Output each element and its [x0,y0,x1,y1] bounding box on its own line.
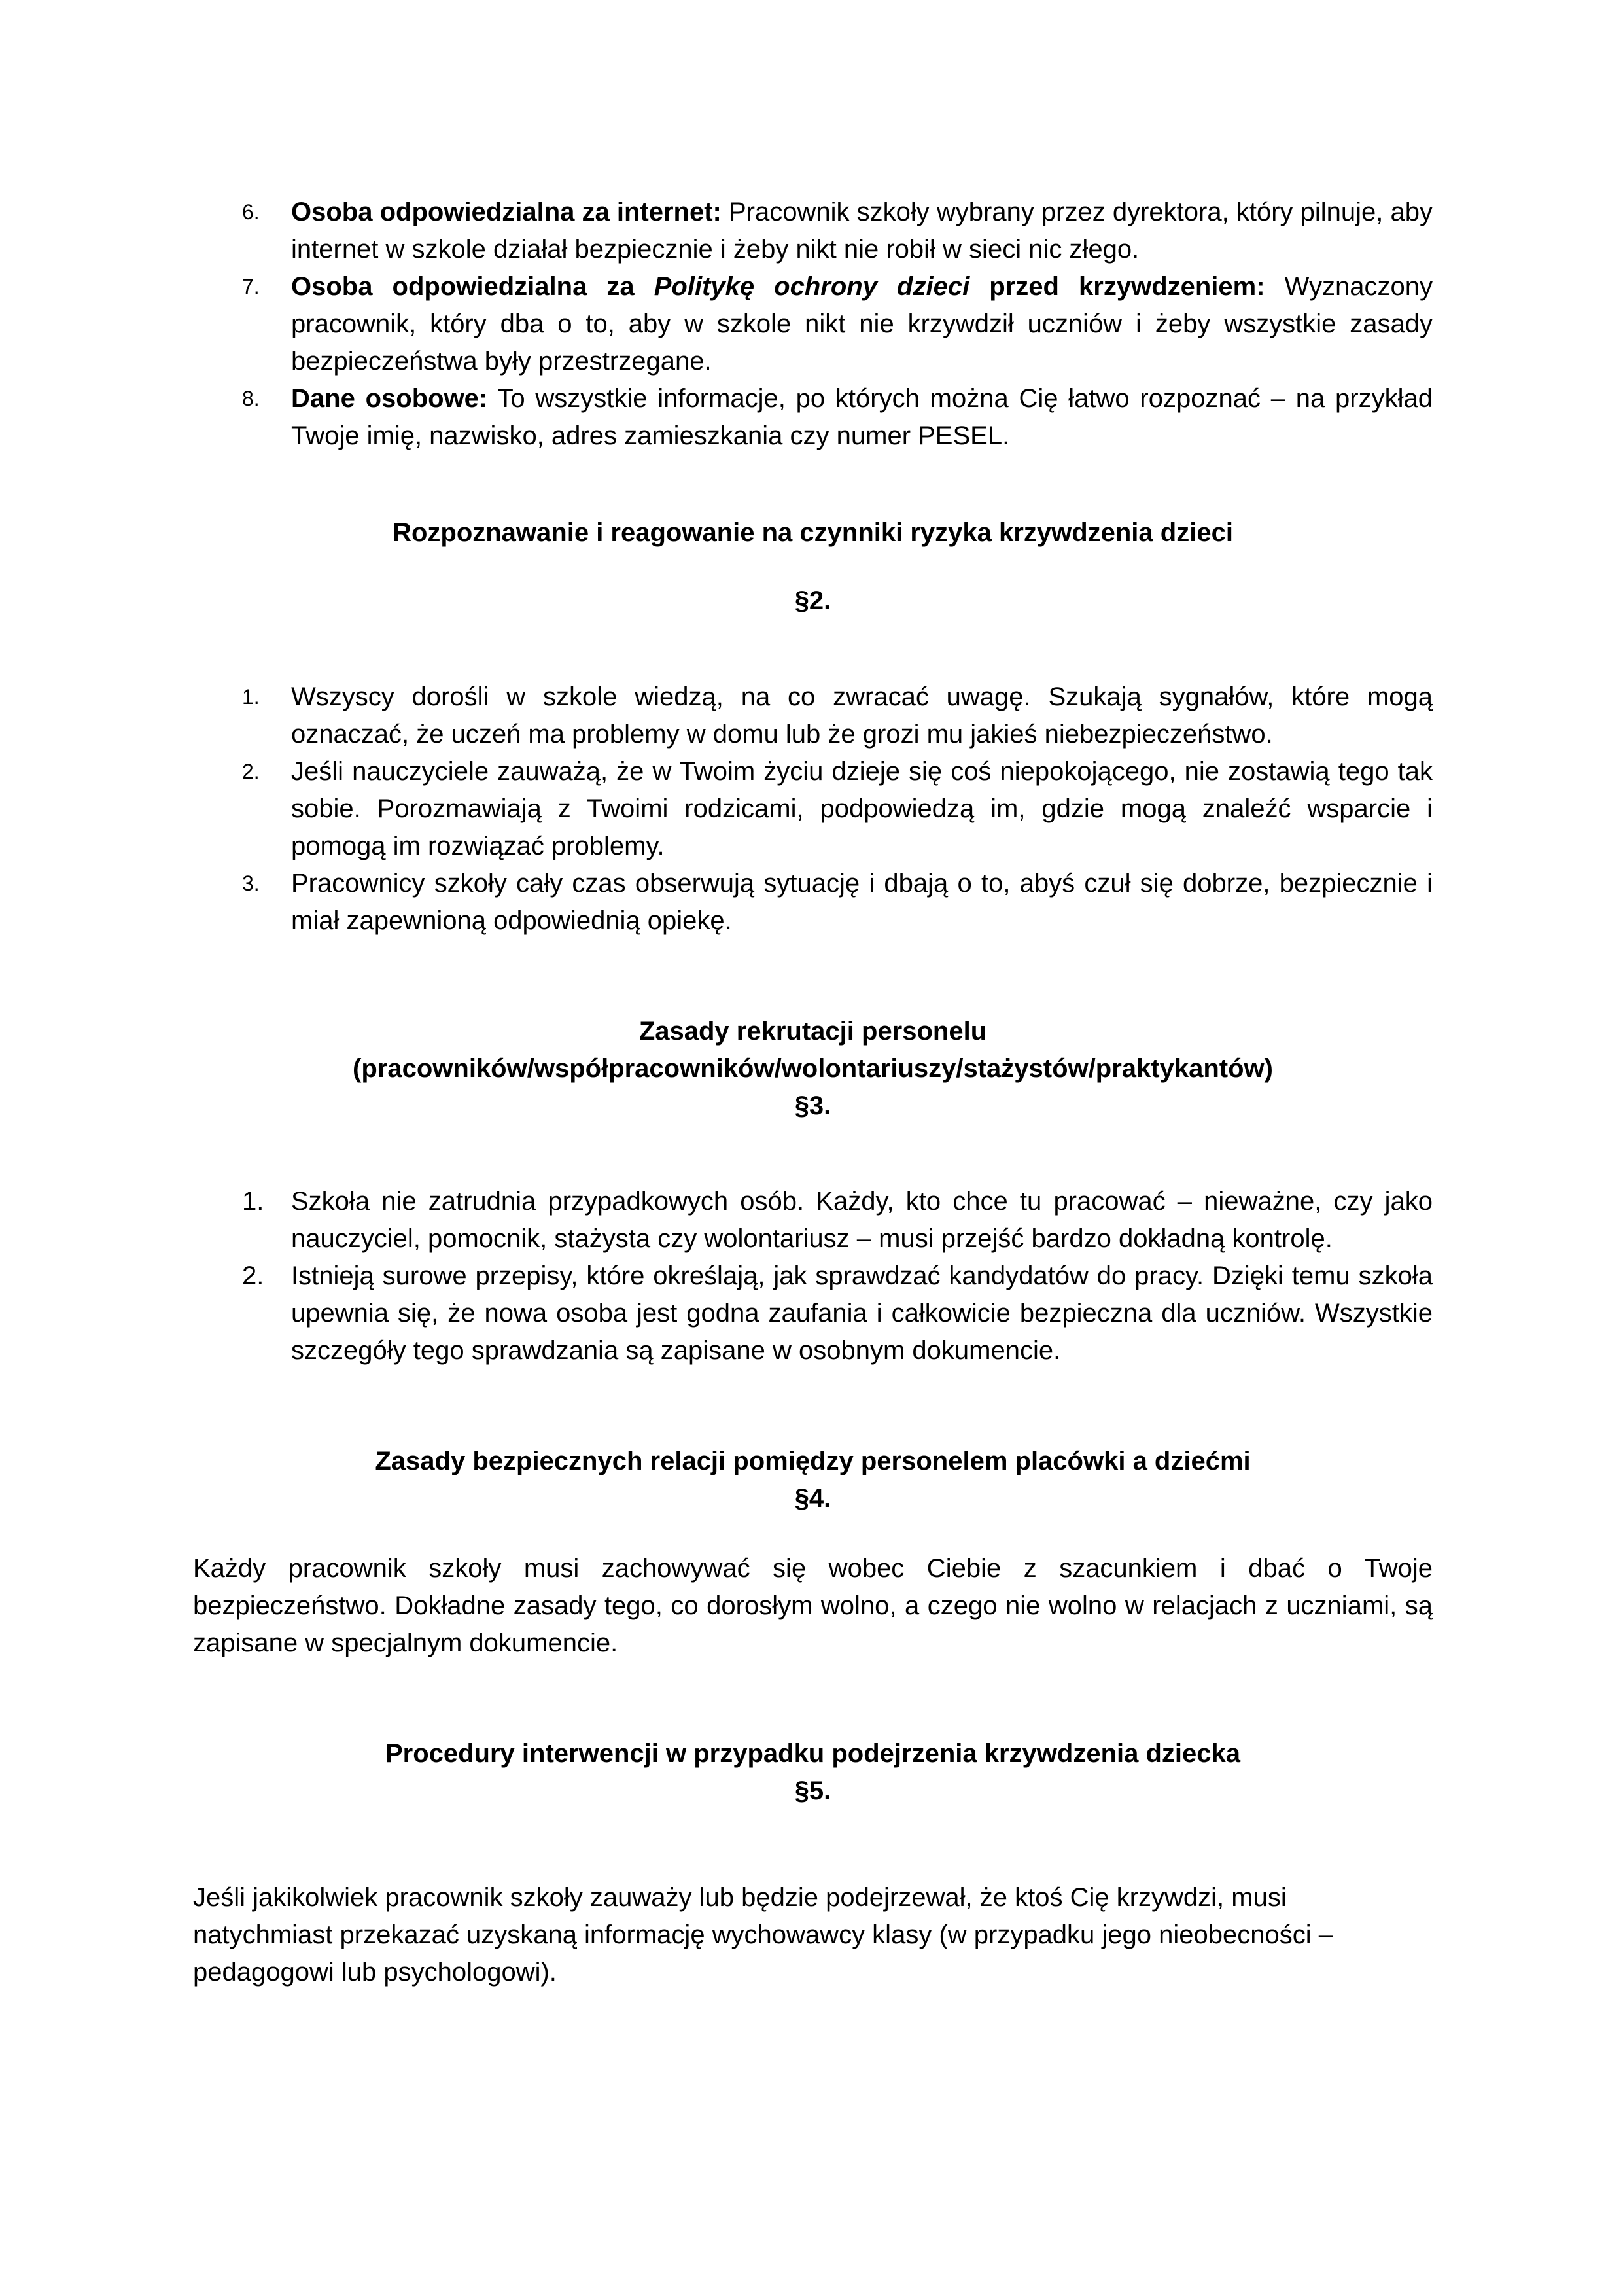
list-number: 2. [242,1262,264,1290]
definition-text: Pracownik szkoły wybrany przez dyrektora, który pilnuje, aby internet w szkole działał bezpiecznie i żeby nikt nie robił w sieci nic złego. [291,198,1433,264]
section-4-paragraph-mark: §4. [794,1484,831,1513]
section-3-paragraph-mark: §3. [794,1091,831,1120]
list-number: 1. [242,1187,264,1216]
list-item: 1. Szkoła nie zatrudnia przypadkowych osób. Każdy, kto chce tu pracować – nieważne, czy jako nauczyciel, pomocnik, stażysta czy wolontariusz – musi przejść bardzo dokładną kontrolę. [193,1183,1433,1258]
section-2-paragraph-mark: §2. [794,586,831,615]
definition-text: Wyznaczony pracownik, który dba o to, aby w szkole nikt nie krzywdził uczniów i żeby wszystkie zasady bezpieczeństwa były przestrzegane. [291,272,1433,376]
section-2-title: Rozpoznawanie i reagowanie na czynniki ryzyka krzywdzenia dzieci [393,518,1233,547]
definition-term: Osoba odpowiedzialna za Politykę ochrony dzieci przed krzywdzeniem: [291,272,1265,301]
list-number: 2. [242,760,260,783]
definition-term: Dane osobowe: [291,384,488,413]
definition-item [193,268,1433,380]
list-item: 2. Istnieją surowe przepisy, które określają, jak sprawdzać kandydatów do pracy. Dzięki temu szkoła upewnia się, że nowa osoba jest godna zaufania i całkowicie bezpieczna dla uczniów. Wszystkie szczegóły tego sprawdzania są zapisane w osobnym dokumencie. [193,1258,1433,1369]
list-number: 1. [242,685,260,709]
section-5-title: Procedury interwencji w przypadku podejrzenia krzywdzenia dziecka [385,1739,1241,1768]
section-4-title: Zasady bezpiecznych relacji pomiędzy personelem placówki a dziećmi [375,1447,1251,1475]
definition-item [193,380,1433,455]
definition-item [193,194,1433,268]
section-2-list [193,679,1433,940]
list-item: 1. Wszyscy dorośli w szkole wiedzą, na co zwracać uwagę. Szukają sygnałów, które mogą oznaczać, że uczeń ma problemy w domu lub że grozi mu jakieś niebezpieczeństwo. [193,679,1433,753]
section-3-list [193,1183,1433,1369]
list-number: 3. [242,872,260,895]
list-item: 3. Pracownicy szkoły cały czas obserwują sytuację i dbają o to, abyś czuł się dobrze, bezpiecznie i miał zapewnioną odpowiednią opiekę. [193,865,1433,940]
definition-text: To wszystkie informacje, po których można Cię łatwo rozpoznać – na przykład Twoje imię, nazwisko, adres zamieszkania czy numer PESEL. [291,384,1433,450]
definitions-list [193,194,1433,455]
definition-term: Osoba odpowiedzialna za internet: [291,198,722,226]
list-number: 8. [242,387,260,410]
section-5-text: Jeśli jakikolwiek pracownik szkoły zauważy lub będzie podejrzewał, że ktoś Cię krzywdzi, musi natychmiast przekazać uzyskaną informację wychowawcy klasy (w przypadku jego nieobecności – pedagogowi lub psychologowi). [193,1883,1334,1987]
list-number: 7. [242,275,260,298]
section-3-title: Zasady rekrutacji personelu [638,1017,987,1046]
list-item: 2. Jeśli nauczyciele zauważą, że w Twoim życiu dzieje się coś niepokojącego, nie zostawią tego tak sobie. Porozmawiają z Twoimi rodzicami, podpowiedzą im, gdzie mogą znaleźć wsparcie i pomogą im rozwiązać problemy. [193,753,1433,865]
section-3-subtitle: (pracowników/współpracowników/wolontariuszy/stażystów/praktykantów) [353,1054,1273,1083]
section-4-text: Każdy pracownik szkoły musi zachowywać się wobec Ciebie z szacunkiem i dbać o Twoje bezpieczeństwo. Dokładne zasady tego, co dorosłym wolno, a czego nie wolno w relacjach z uczniami, są zapisane w specjalnym dokumencie. [193,1554,1433,1657]
section-5-paragraph-mark: §5. [794,1776,831,1805]
list-number: 6. [242,200,260,224]
